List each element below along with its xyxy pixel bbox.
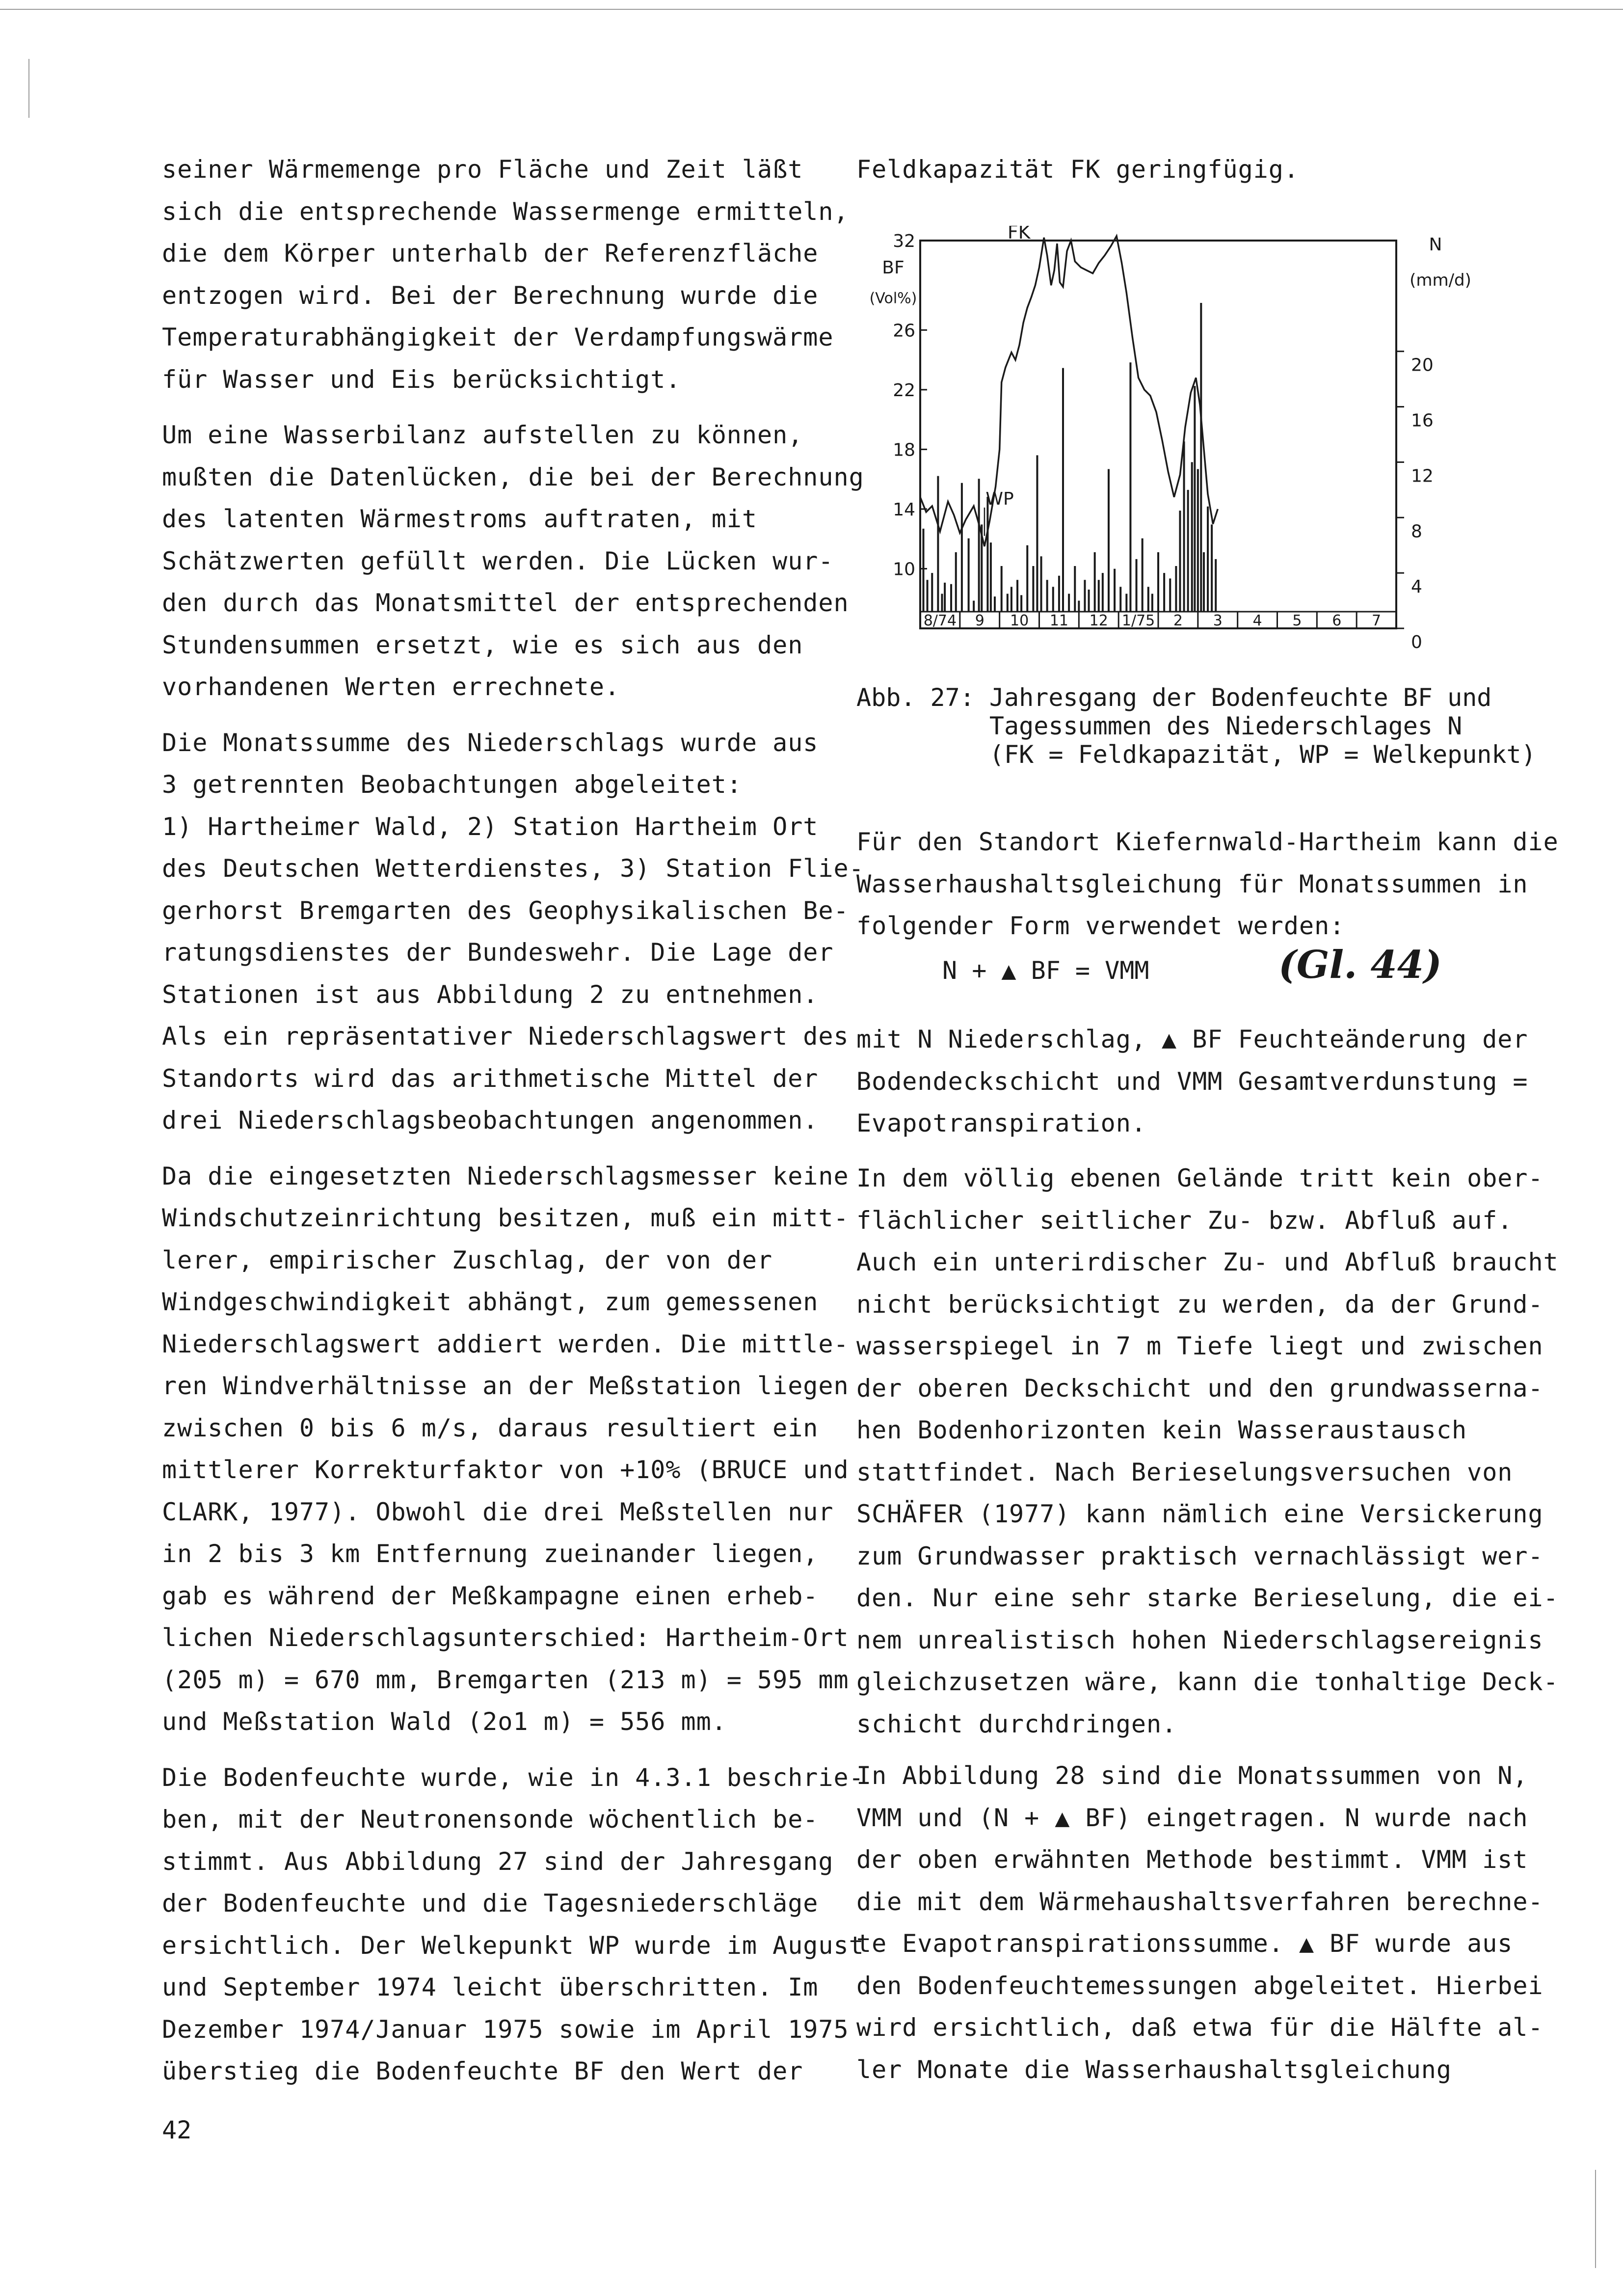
left-paragraph (162, 149, 849, 401)
right-paragraph-line: gleichzusetzen wäre, kann die tonhaltige Deck- (856, 1668, 1559, 1696)
left-paragraph-line: ratungsdienstes der Bundeswehr. Die Lage der (162, 938, 834, 967)
right-paragraph-line: flächlicher seitlicher Zu- bzw. Abfluß auf. (856, 1206, 1513, 1235)
left-paragraph-line: ben, mit der Neutronensonde wöchentlich be- (162, 1805, 819, 1834)
left-paragraph-line: sich die entsprechende Wassermenge ermitteln, (162, 197, 849, 226)
left-paragraph-line: und Meßstation Wald (2o1 m) = 556 mm. (162, 1707, 727, 1736)
x-axis-month-label: 9 (975, 612, 984, 629)
scan-top-border (0, 9, 1623, 10)
left-paragraph-line: des Deutschen Wetterdienstes, 3) Station Flie- (162, 854, 864, 883)
right-paragraph-line: wird ersichtlich, daß etwa für die Hälfte al- (856, 2013, 1543, 2042)
left-axis-tick-label: 22 (893, 380, 915, 401)
left-paragraph-line: Niederschlagswert addiert werden. Die mittle- (162, 1329, 849, 1358)
right-axis-tick-label: 12 (1411, 466, 1434, 486)
left-paragraph-line: drei Niederschlagsbeobachtungen angenommen. (162, 1106, 819, 1134)
right-paragraph-line: Bodendeckschicht und VMM Gesamtverdunstung = (856, 1067, 1528, 1096)
right-paragraph-line: SCHÄFER (1977) kann nämlich eine Versickerung (856, 1500, 1543, 1528)
right-axis-tick-label: 16 (1411, 410, 1434, 431)
right-axis-label: N (1429, 235, 1442, 255)
right-paragraph-line: den. Nur eine sehr starke Berieselung, die ei- (856, 1584, 1559, 1612)
left-paragraph-line: CLARK, 1977). Obwohl die drei Meßstellen nur (162, 1497, 834, 1526)
x-axis-month-label: 12 (1089, 612, 1108, 629)
right-paragraph-line: te Evapotranspirationssumme. ▲ BF wurde aus (856, 1929, 1513, 1958)
right-paragraph-2 (856, 1019, 1534, 1145)
left-paragraph-line: lichen Niederschlagsunterschied: Hartheim-Ort (162, 1623, 849, 1652)
scan-right-edge-mark (1595, 2170, 1596, 2268)
page-number: 42 (162, 2116, 192, 2144)
left-paragraph-line: lerer, empirischer Zuschlag, der von der (162, 1245, 773, 1274)
left-paragraph-line: die dem Körper unterhalb der Referenzfläche (162, 239, 819, 268)
left-paragraph-line: des latenten Wärmestroms auftraten, mit (162, 505, 757, 533)
left-paragraph-line: gerhorst Bremgarten des Geophysikalischen Be- (162, 896, 849, 925)
right-axis-tick-label: 4 (1411, 577, 1422, 597)
left-axis-tick-label: 10 (893, 559, 915, 580)
right-paragraph-line: Wasserhaushaltsgleichung für Monatssummen in (856, 869, 1528, 898)
handwritten-equation-note: (Gl. 44) (1278, 943, 1442, 987)
left-paragraph-line: Als ein repräsentativer Niederschlagswert des (162, 1022, 849, 1051)
right-paragraph-line: VMM und (N + ▲ BF) eingetragen. N wurde nach (856, 1803, 1528, 1832)
figure-caption (856, 683, 1536, 769)
left-column (162, 149, 864, 2098)
right-axis-tick-label: 8 (1411, 521, 1422, 542)
left-paragraph-line: 3 getrennten Beobachtungen abgeleitet: (162, 770, 742, 799)
right-paragraph-line: Evapotranspiration. (856, 1109, 1146, 1137)
right-paragraph-line: Für den Standort Kiefernwald-Hartheim kann die (856, 828, 1559, 856)
left-paragraph-line: entzogen wird. Bei der Berechnung wurde die (162, 281, 819, 310)
caption-line: (FK = Feldkapazität, WP = Welkepunkt) (856, 740, 1536, 769)
x-axis-month-label: 8/74 (923, 612, 957, 629)
fk-label: FK (1007, 226, 1031, 243)
right-paragraph-line: wasserspiegel in 7 m Tiefe liegt und zwischen (856, 1332, 1543, 1360)
right-paragraph-line: ler Monate die Wasserhaushaltsgleichung (856, 2055, 1452, 2084)
right-paragraph-line: stattfindet. Nach Berieselungsversuchen von (856, 1458, 1513, 1486)
left-paragraph-line: Standorts wird das arithmetische Mittel der (162, 1064, 819, 1093)
left-paragraph-line: Schätzwerten gefüllt werden. Die Lücken wur- (162, 546, 834, 575)
x-axis-month-label: 2 (1173, 612, 1183, 629)
right-paragraph-line: schicht durchdringen. (856, 1709, 1177, 1738)
x-axis-month-label: 4 (1252, 612, 1262, 629)
x-axis-month-label: 1/75 (1121, 612, 1155, 629)
right-paragraph-line: In dem völlig ebenen Gelände tritt kein ober- (856, 1164, 1543, 1192)
left-paragraph-line: mittlerer Korrekturfaktor von +10% (BRUCE und (162, 1456, 849, 1484)
right-top-line: Feldkapazität FK geringfügig. (856, 155, 1299, 184)
right-paragraph-line: Auch ein unterirdischer Zu- und Abfluß braucht (856, 1248, 1559, 1276)
left-paragraph-line: Die Monatssumme des Niederschlags wurde aus (162, 728, 819, 757)
caption-line: Abb. 27: Jahresgang der Bodenfeuchte BF und (856, 683, 1492, 712)
right-axis-tick-label: 20 (1411, 355, 1434, 376)
x-axis-month-label: 11 (1049, 612, 1069, 629)
right-column-top (856, 149, 1534, 191)
right-axis-tick-label: 0 (1411, 632, 1422, 652)
right-paragraph-4 (856, 1755, 1543, 2091)
left-paragraph-line: seiner Wärmemenge pro Fläche und Zeit läßt (162, 155, 803, 184)
left-paragraph-line: ersichtlich. Der Welkepunkt WP wurde im August (162, 1931, 864, 1960)
left-axis-tick-label: 14 (893, 499, 915, 520)
left-paragraph-line: Stundensummen ersetzt, wie es sich aus den (162, 630, 803, 659)
left-paragraph-line: Da die eingesetzten Niederschlagsmesser keine (162, 1162, 849, 1190)
right-paragraph-line: der oberen Deckschicht und den grundwasserna- (856, 1374, 1543, 1403)
left-paragraph-line: Die Bodenfeuchte wurde, wie in 4.3.1 beschrie- (162, 1763, 864, 1792)
left-paragraph-line: Stationen ist aus Abbildung 2 zu entnehmen. (162, 980, 819, 1009)
left-paragraph-line: den durch das Monatsmittel der entsprechenden (162, 589, 849, 617)
left-paragraph-line: stimmt. Aus Abbildung 27 sind der Jahresgang (162, 1847, 834, 1876)
left-paragraph-line: Temperaturabhängigkeit der Verdampfungswärme (162, 323, 834, 351)
right-paragraph-line: den Bodenfeuchtemessungen abgeleitet. Hierbei (856, 1971, 1543, 2000)
left-paragraph-line: 1) Hartheimer Wald, 2) Station Hartheim Ort (162, 812, 819, 841)
x-axis-month-label: 6 (1332, 612, 1342, 629)
wp-label: WP (985, 488, 1014, 509)
right-paragraph-line: hen Bodenhorizonten kein Wasseraustausch (856, 1416, 1467, 1444)
right-paragraph-line: In Abbildung 28 sind die Monatssummen von N, (856, 1761, 1528, 1790)
left-axis-tick-label: 18 (893, 440, 915, 460)
water-balance-equation: N + ▲ BF = VMM (942, 956, 1149, 985)
left-paragraph-line: der Bodenfeuchte und die Tagesniederschläge (162, 1889, 819, 1918)
left-paragraph-line: und September 1974 leicht überschritten. Im (162, 1973, 819, 2001)
left-paragraph-line: Um eine Wasserbilanz aufstellen zu können, (162, 421, 803, 449)
x-axis-month-label: 3 (1213, 612, 1223, 629)
left-paragraph (162, 414, 864, 708)
left-axis-unit: (Vol%) (869, 290, 917, 307)
x-axis-month-label: 10 (1010, 612, 1029, 629)
left-paragraph-line: überstieg die Bodenfeuchte BF den Wert der (162, 2057, 803, 2085)
left-paragraph-line: in 2 bis 3 km Entfernung zueinander liegen, (162, 1540, 819, 1568)
left-axis-tick-label: 32 (893, 231, 915, 251)
figure-27-chart (856, 226, 1543, 658)
left-paragraph-line: mußten die Datenlücken, die bei der Berechnung (162, 462, 864, 491)
left-paragraph-line: für Wasser und Eis berücksichtigt. (162, 365, 681, 394)
caption-line: Tagessummen des Niederschlages N (856, 712, 1463, 740)
x-axis-month-label: 7 (1372, 612, 1382, 629)
right-paragraph-line: der oben erwähnten Methode bestimmt. VMM ist (856, 1845, 1528, 1874)
left-paragraph-line: (205 m) = 670 mm, Bremgarten (213 m) = 595 mm (162, 1665, 849, 1694)
right-paragraph-3 (856, 1158, 1559, 1745)
left-paragraph (162, 722, 864, 1142)
left-paragraph-line: Dezember 1974/Januar 1975 sowie im April 1975 (162, 2015, 849, 2044)
right-paragraph-line: nicht berücksichtigt zu werden, da der Grund- (856, 1290, 1543, 1319)
soil-moisture-line (920, 236, 1218, 546)
left-paragraph-line: gab es während der Meßkampagne einen erheb- (162, 1581, 819, 1610)
left-paragraph (162, 1156, 849, 1743)
left-axis-label: BF (882, 257, 905, 278)
left-paragraph-line: Windgeschwindigkeit abhängt, zum gemessenen (162, 1288, 819, 1316)
left-paragraph-line: vorhandenen Werten errechnete. (162, 673, 620, 701)
right-paragraph-line: folgender Form verwendet werden: (856, 912, 1345, 940)
left-paragraph-line: zwischen 0 bis 6 m/s, daraus resultiert ein (162, 1413, 819, 1442)
right-paragraph-line: mit N Niederschlag, ▲ BF Feuchteänderung der (856, 1025, 1528, 1053)
right-paragraph-line: nem unrealistisch hohen Niederschlagsereignis (856, 1625, 1543, 1654)
x-axis-month-label: 5 (1292, 612, 1302, 629)
left-paragraph-line: Windschutzeinrichtung besitzen, muß ein mitt- (162, 1204, 849, 1232)
scan-left-edge-mark (28, 59, 29, 118)
left-paragraph (162, 1757, 864, 2093)
right-axis-unit: (mm/d) (1410, 270, 1471, 290)
left-paragraph-line: ren Windverhältnisse an der Meßstation liegen (162, 1372, 849, 1400)
left-axis-tick-label: 26 (893, 321, 915, 341)
right-paragraph-line: zum Grundwasser praktisch vernachlässigt wer- (856, 1541, 1543, 1570)
right-paragraph-1 (856, 821, 1559, 947)
right-paragraph-line: die mit dem Wärmehaushaltsverfahren berechne- (856, 1887, 1543, 1916)
